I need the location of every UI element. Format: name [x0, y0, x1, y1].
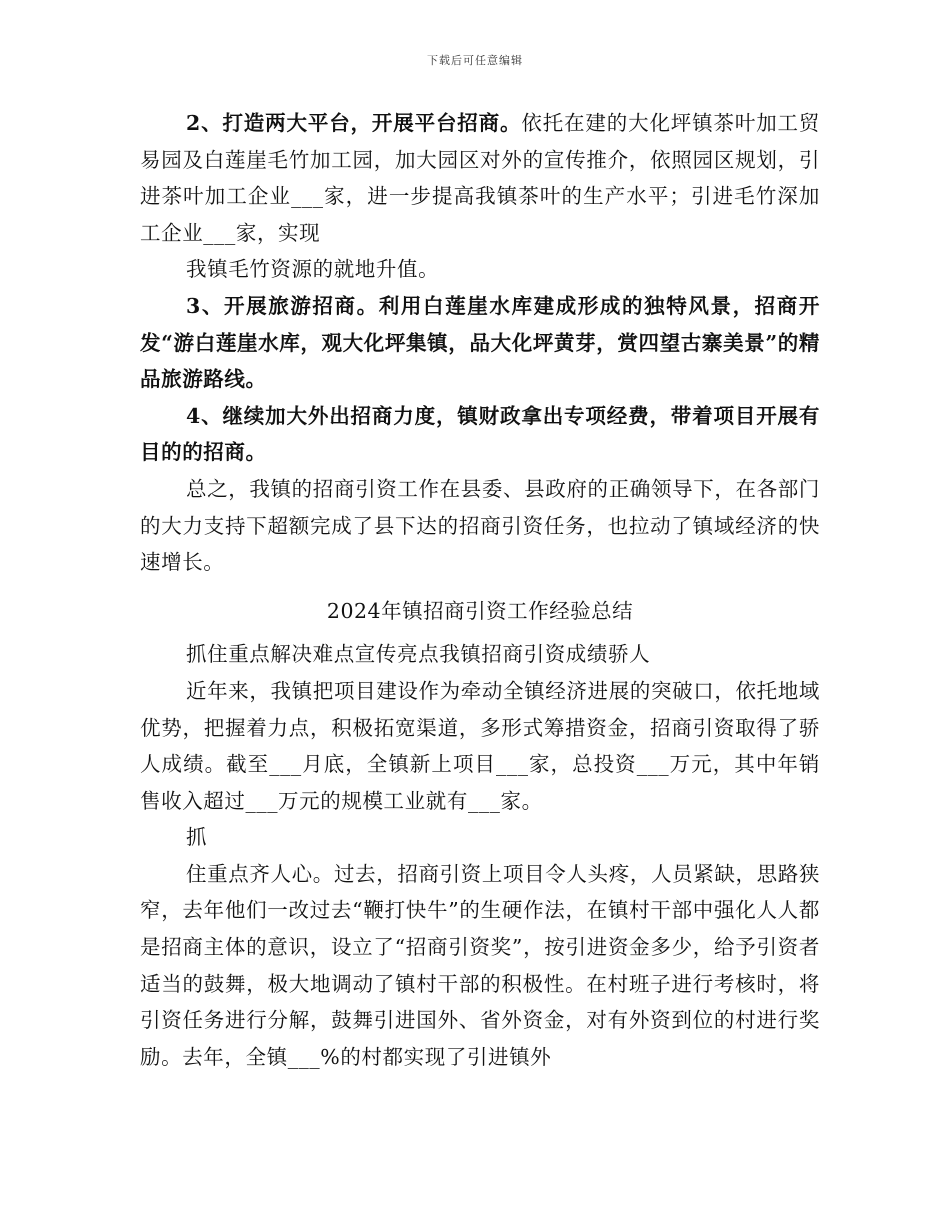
- grab-line: 抓: [186, 825, 208, 850]
- section-title: 2024年镇招商引资工作经验总结: [326, 598, 634, 623]
- item-3-paragraph: [140, 288, 820, 398]
- item-4-paragraph: 4、继续加大外出招商力度，镇财政拿出专项经费，带着项目开展有目的的招商。: [140, 403, 820, 465]
- item-2-text: 依托在建的大化坪镇茶叶加工贸易园及白莲崖毛竹加工园，加大园区对外的宣传推介，依照园区规划，引进茶叶加工企业___家，进一步提高我镇茶叶的生产水平；引进毛竹深加工企业___家，实现: [140, 111, 820, 245]
- item-3-text: 利用白莲崖水库建成形成的独特风景，招商开发“游白莲崖水库，观大化坪集镇，品大化坪黄芽，赏四望古寨美景”的精品旅游路线。: [140, 293, 821, 392]
- item-2-heading: 2、打造两大平台，开展平台招商。: [186, 111, 522, 135]
- intro-paragraph: 近年来，我镇把项目建设作为牵动全镇经济进展的突破口，依托地域优势，把握着力点，积极拓宽渠道，多形式筹措资金，招商引资取得了骄人成绩。截至___月底，全镇新上项目___家，总投资___万元，其中年销售收入超过___万元的规模工业就有___家。: [140, 678, 820, 813]
- item-2-continuation: 我镇毛竹资源的就地升值。: [186, 257, 440, 282]
- section-subtitle: 抓住重点解决难点宣传亮点我镇招商引资成绩骄人: [186, 642, 651, 667]
- item-3-heading: 3、开展旅游招商。: [186, 293, 379, 318]
- body-paragraph: 住重点齐人心。过去，招商引资上项目令人头疼，人员紧缺，思路狭窄，去年他们一改过去“鞭打快牛”的生硬作法，在镇村干部中强化人人都是招商主体的意识，设立了“招商引资奖”，按引进资金多少，给予引资者适当的鼓舞，极大地调动了镇村干部的积极性。在村班子进行考核时，将引资任务进行分解，鼓舞引进国外、省外资金，对有外资到位的村进行奖励。去年，全镇___%的村都实现了引进镇外: [140, 861, 820, 1069]
- document-body: [140, 105, 820, 1075]
- summary-paragraph: 总之，我镇的招商引资工作在县委、县政府的正确领导下，在各部门的大力支持下超额完成了县下达的招商引资任务，也拉动了镇域经济的快速增长。: [140, 476, 820, 575]
- page-header: 下载后可任意编辑: [427, 54, 523, 67]
- item-2-paragraph: [140, 105, 820, 251]
